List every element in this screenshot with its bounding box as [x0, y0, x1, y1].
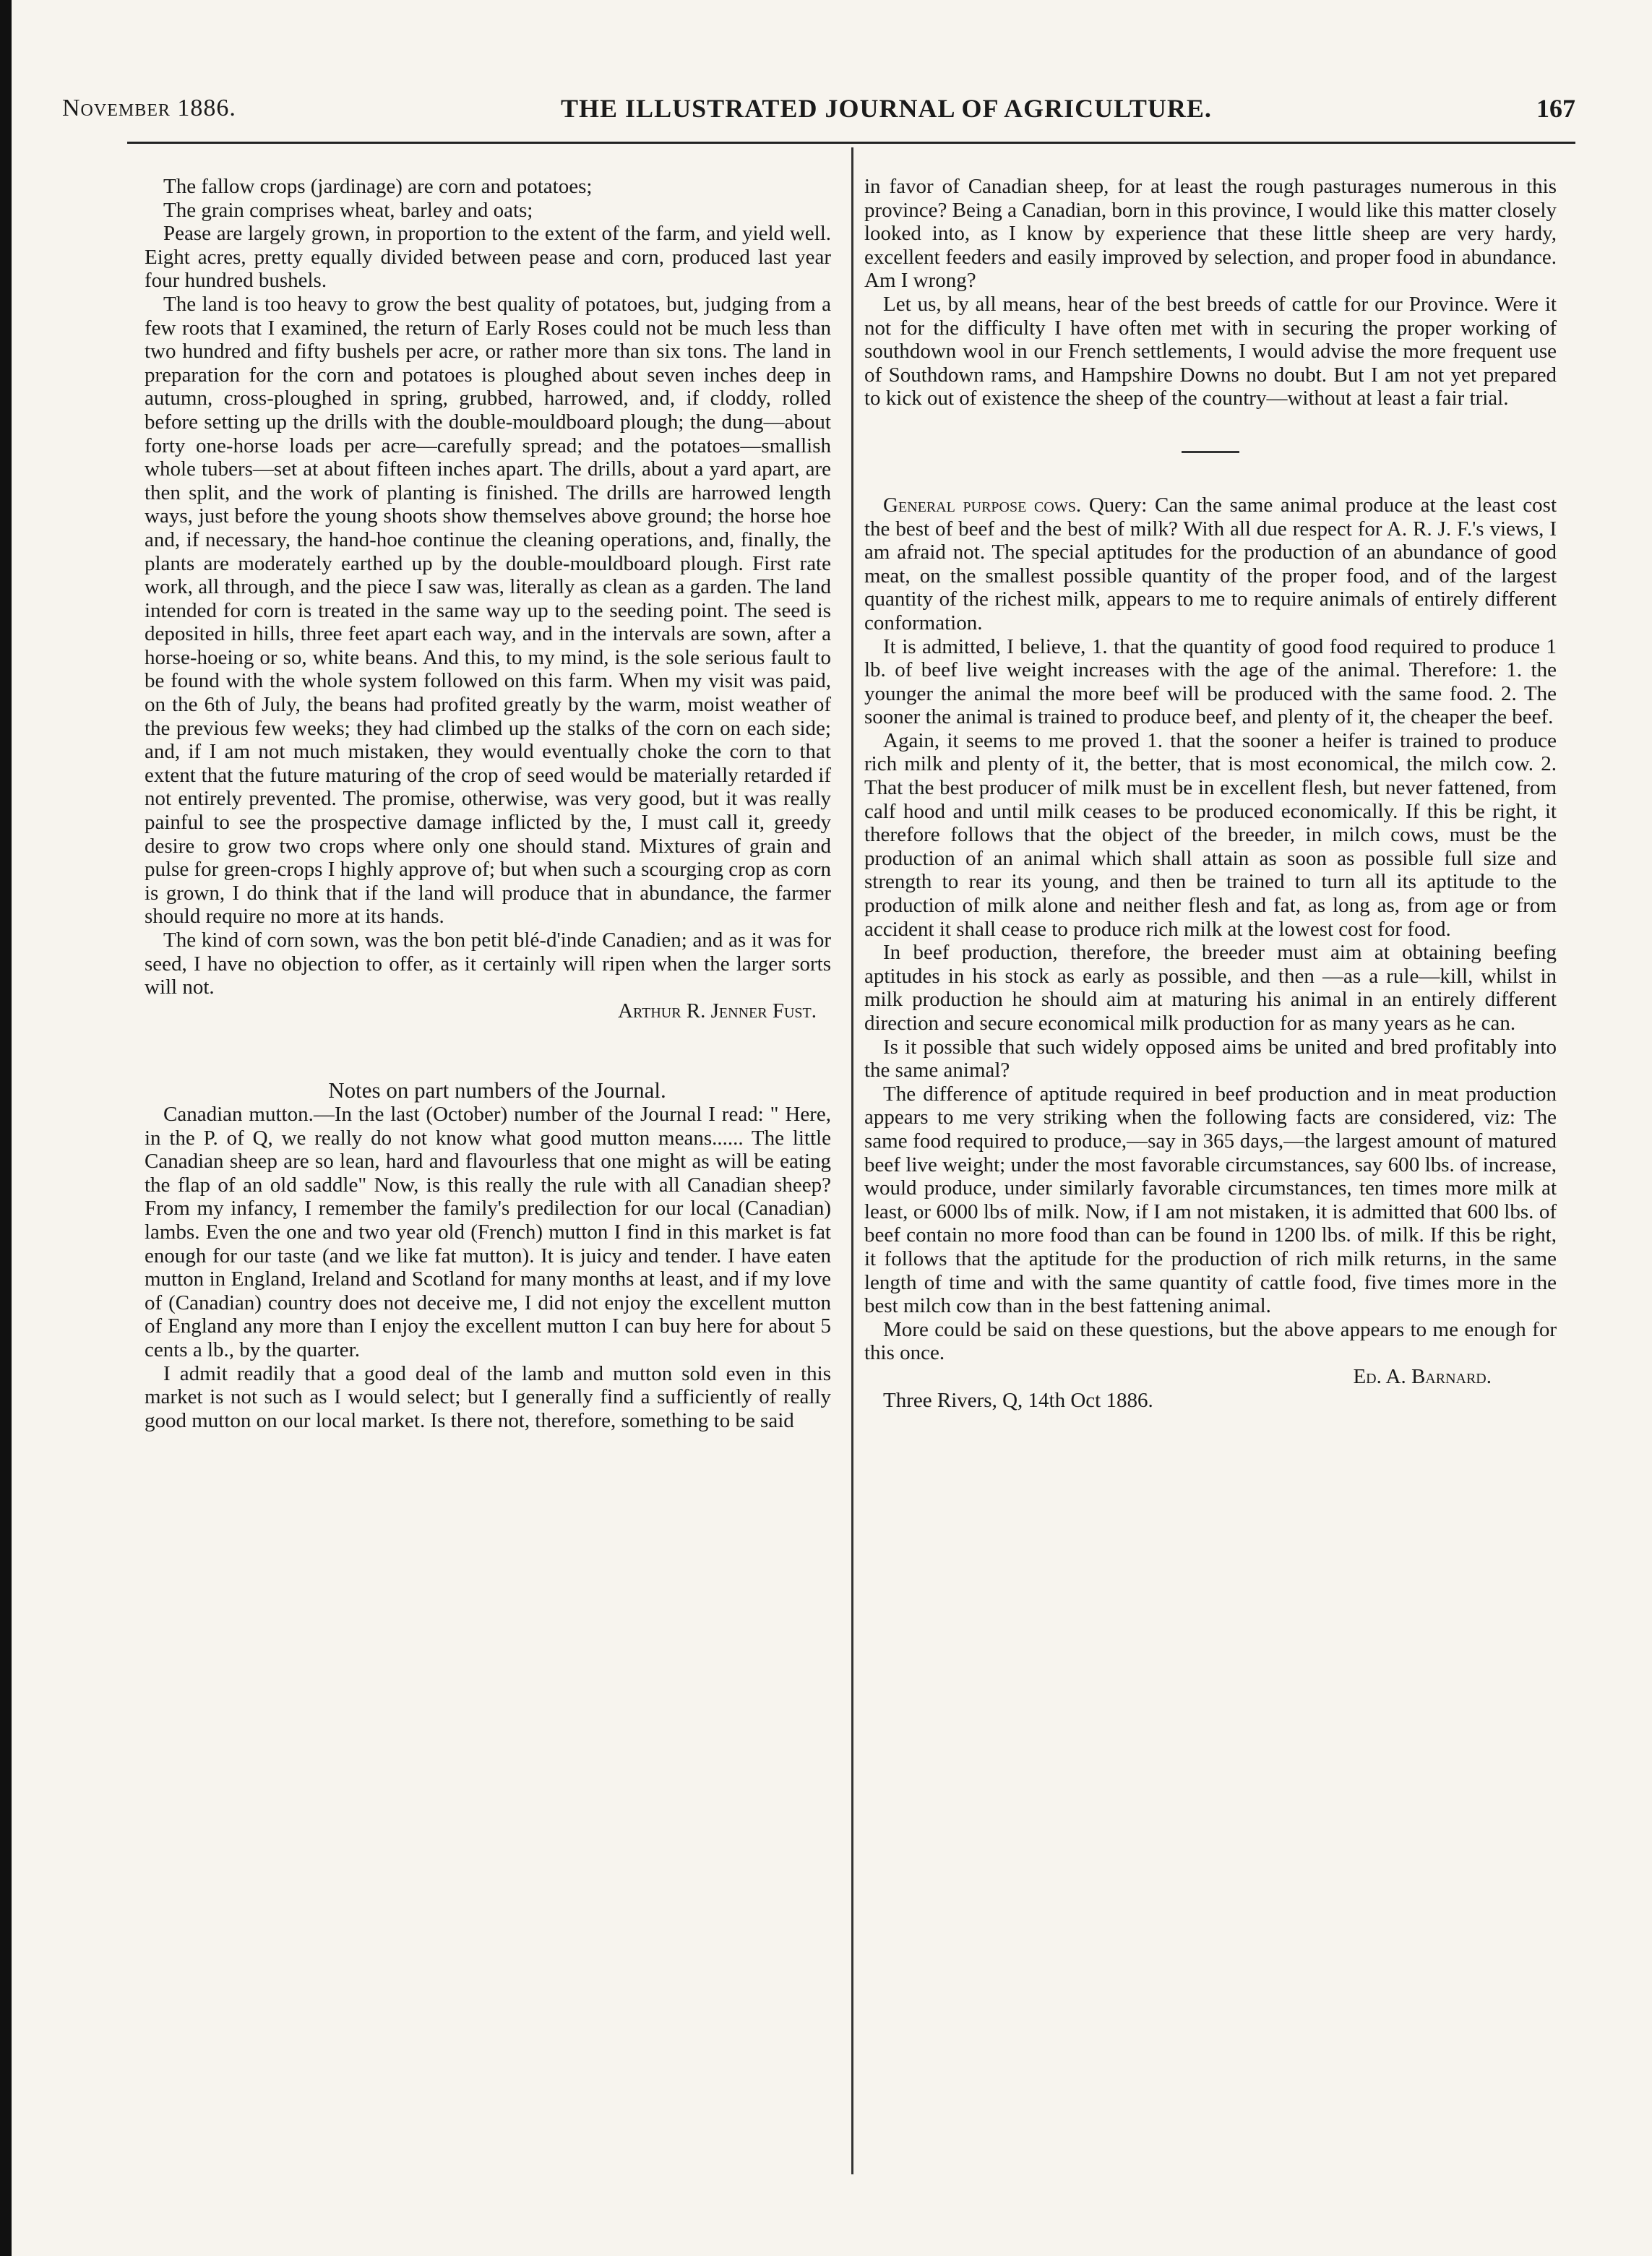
paragraph: Is it possible that such widely opposed aims be united and bred profitably into the same animal?: [864, 1035, 1557, 1082]
journal-title: THE ILLUSTRATED JOURNAL OF AGRICULTURE.: [561, 94, 1212, 123]
paragraph: The grain comprises wheat, barley and oats;: [163, 198, 533, 222]
left-column: [145, 175, 831, 1432]
paragraph: in favor of Canadian sheep, for at least the rough pasturages numerous in this province? Being a Canadian, born in this province, I would like this matter closely looked into, as I know by experience that these little sheep are very hardy, excellent feeders and easily improved by selection, and proper food in abundance. Am I wrong?: [864, 175, 1557, 293]
paragraph: More could be said on these questions, but the above appears to me enough for this once.: [864, 1317, 1557, 1365]
place-date: Three Rivers, Q, 14th Oct 1886.: [883, 1388, 1153, 1412]
paragraph: [864, 494, 1557, 635]
page-number: 167: [1536, 94, 1575, 123]
section-gap: [145, 1022, 831, 1079]
section-heading: Notes on part numbers of the Journal.: [328, 1077, 666, 1103]
paragraph: The kind of corn sown, was the bon petit blé-d'inde Canadien; and as it was for seed, I have no objection to offer, as it certainly will ripen when the larger sorts will not.: [145, 929, 831, 999]
signature-fust: Arthur R. Jenner Fust.: [618, 999, 817, 1022]
paragraph: Again, it seems to me proved 1. that the sooner a heifer is trained to produce rich milk and plenty of it, the better, that is most economical, the milch cow. 2. That the best producer of milk must be in excellent flesh, but never fattened, from calf hood and until milk ceases to be produced economically. If this be right, it therefore follows that the object of the breeder, in milch cows, must be the production of an animal which shall attain as soon as possible full size and strength to rear its young, and then be trained to turn all its aptitude to the production of milk alone and neither flesh and fat, as long as, from age or from accident it shall cease to produce rich milk at the lowest cost for food.: [864, 728, 1557, 941]
section-gap: [864, 410, 1557, 451]
right-column: [864, 175, 1557, 1412]
paragraph: The fallow crops (jardinage) are corn and potatoes;: [163, 175, 593, 198]
issue-date: November 1886.: [62, 95, 236, 121]
paragraph: Canadian mutton.—In the last (October) number of the Journal I read: " Here, in the P. of Q, we really do not know what good mutton means...... The little Canadian sheep are so lean, hard and flavourless that one might as will be eating the flap of an old saddle" Now, is this really the rule with all Canadian sheep? From my infancy, I remember the family's predilection for our local (Canadian) lambs. Even the one and two year old (French) mutton I find in this market is fat enough for our taste (and we like fat mutton). It is juicy and tender. I have eaten mutton in England, Ireland and Scotland for many months at least, and if my love of (Canadian) country does not deceive me, I did not enjoy the excellent mutton of England any more than I enjoy the excellent mutton I can buy here for about 5 cents a lb., by the quarter.: [145, 1102, 831, 1361]
signature-barnard: Ed. A. Barnard.: [1353, 1364, 1492, 1388]
scan-edge-bar: [0, 0, 12, 2256]
paragraph: It is admitted, I believe, 1. that the quantity of good food required to produce 1 lb. of beef live weight increases with the age of the animal. Therefore: 1. the younger the animal the more beef will be produced with the same food. 2. The sooner the animal is trained to produce beef, and plenty of it, the cheaper the beef.: [864, 634, 1557, 729]
section-gap: [864, 453, 1557, 494]
paragraph: Pease are largely grown, in proportion to the extent of the farm, and yield well. Eight acres, pretty equally divided between pease and corn, produced last year four hundred bushels.: [145, 222, 831, 293]
paragraph: The difference of aptitude required in beef production and in meat production appears to me very striking when the following facts are considered, viz: The same food required to produce,—say in 365 days,—the largest amount of matured beef live weight; under the most favorable circumstances, say 600 lbs. of increase, would produce, under similarly favorable circumstances, ten times more milk at least, or 6000 lbs of milk. Now, if I am not mistaken, it is admitted that 600 lbs. of beef contain no more food than can be found in 1200 lbs. of milk. If this be right, it follows that the aptitude for the production of rich milk returns, in the same length of time and with the same quantity of cattle food, five times more in the best milch cow than in the best fattening animal.: [864, 1082, 1557, 1318]
column-divider: [851, 147, 853, 2174]
page-header: [62, 87, 1575, 130]
paragraph-text: Query: Can the same animal produce at the least cost the best of beef and the best of milk? With all due respect for A. R. J. F.'s views, I am afraid not. The special aptitudes for the production of an abundance of good meat, on the smallest possible quantity of the proper food, and of the largest quantity of the richest milk, appears to me to require animals of entirely different conformation.: [864, 493, 1557, 634]
paragraph: I admit readily that a good deal of the lamb and mutton sold even in this market is not such as I would select; but I generally find a sufficiently of really good mutton on our local market. Is there not, therefore, something to be said: [145, 1361, 831, 1432]
paragraph: The land is too heavy to grow the best quality of potatoes, but, judging from a few roots that I examined, the return of Early Roses could not be much less than two hundred and fifty bushels per acre, or rather more than six tons. The land in preparation for the corn and potatoes is ploughed about seven inches deep in autumn, cross-ploughed in spring, grubbed, harrowed, and, if cloddy, rolled before setting up the drills with the double-mouldboard plough; the dung—about forty one-horse loads per acre—carefully spread; and the potatoes—smallish whole tubers—set at about fifteen inches apart. The drills, about a yard apart, are then split, and the work of planting is finished. The drills are harrowed length ways, just before the young shoots show themselves above ground; the horse hoe and, if necessary, the hand-hoe continue the cleaning operations, and, finally, the plants are moderately earthed up by the double-mouldboard plough. First rate work, all through, and the piece I saw was, literally as clean as a garden. The land intended for corn is treated in the same way up to the seeding point. The seed is deposited in hills, three feet apart each way, and in the intervals are sown, after a horse-hoeing or so, white beans. And this, to my mind, is the sole serious fault to be found with the whole system followed on this farm. When my visit was paid, on the 6th of July, the beans had profited greatly by the warm, moist weather of the previous few weeks; they had climbed up the stalks of the corn on each side; and, if I am not much mistaken, they would eventually choke the corn to that extent that the future maturing of the crop of seed would be materially retarded if not entirely prevented. The promise, otherwise, was very good, but it was really painful to see the prospective damage inflicted by the, I must call it, greedy desire to grow two crops where only one should stand. Mixtures of grain and pulse for green-crops I highly approve of; but when such a scourging crop as corn is grown, I do think that if the land will produce that in abundance, the farmer should require no more at its hands.: [145, 292, 831, 929]
paragraph: Let us, by all means, hear of the best breeds of cattle for our Province. Were it not for the difficulty I have often met with in securing the proper working of southdown wool in our French settlements, I would advise the more frequent use of Southdown rams, and Hampshire Downs no doubt. But I am not yet prepared to kick out of existence the sheep of the country—without at least a fair trial.: [864, 292, 1557, 410]
paragraph: In beef production, therefore, the breeder must aim at obtaining beefing aptitudes in his stock as early as possible, and then —as a rule—kill, whilst in milk production he should aim at maturing his animal in an entirely different direction and secure economical milk production for as many years as he can.: [864, 941, 1557, 1035]
section-lead: General purpose cows.: [883, 493, 1082, 517]
header-rule: [127, 142, 1575, 144]
